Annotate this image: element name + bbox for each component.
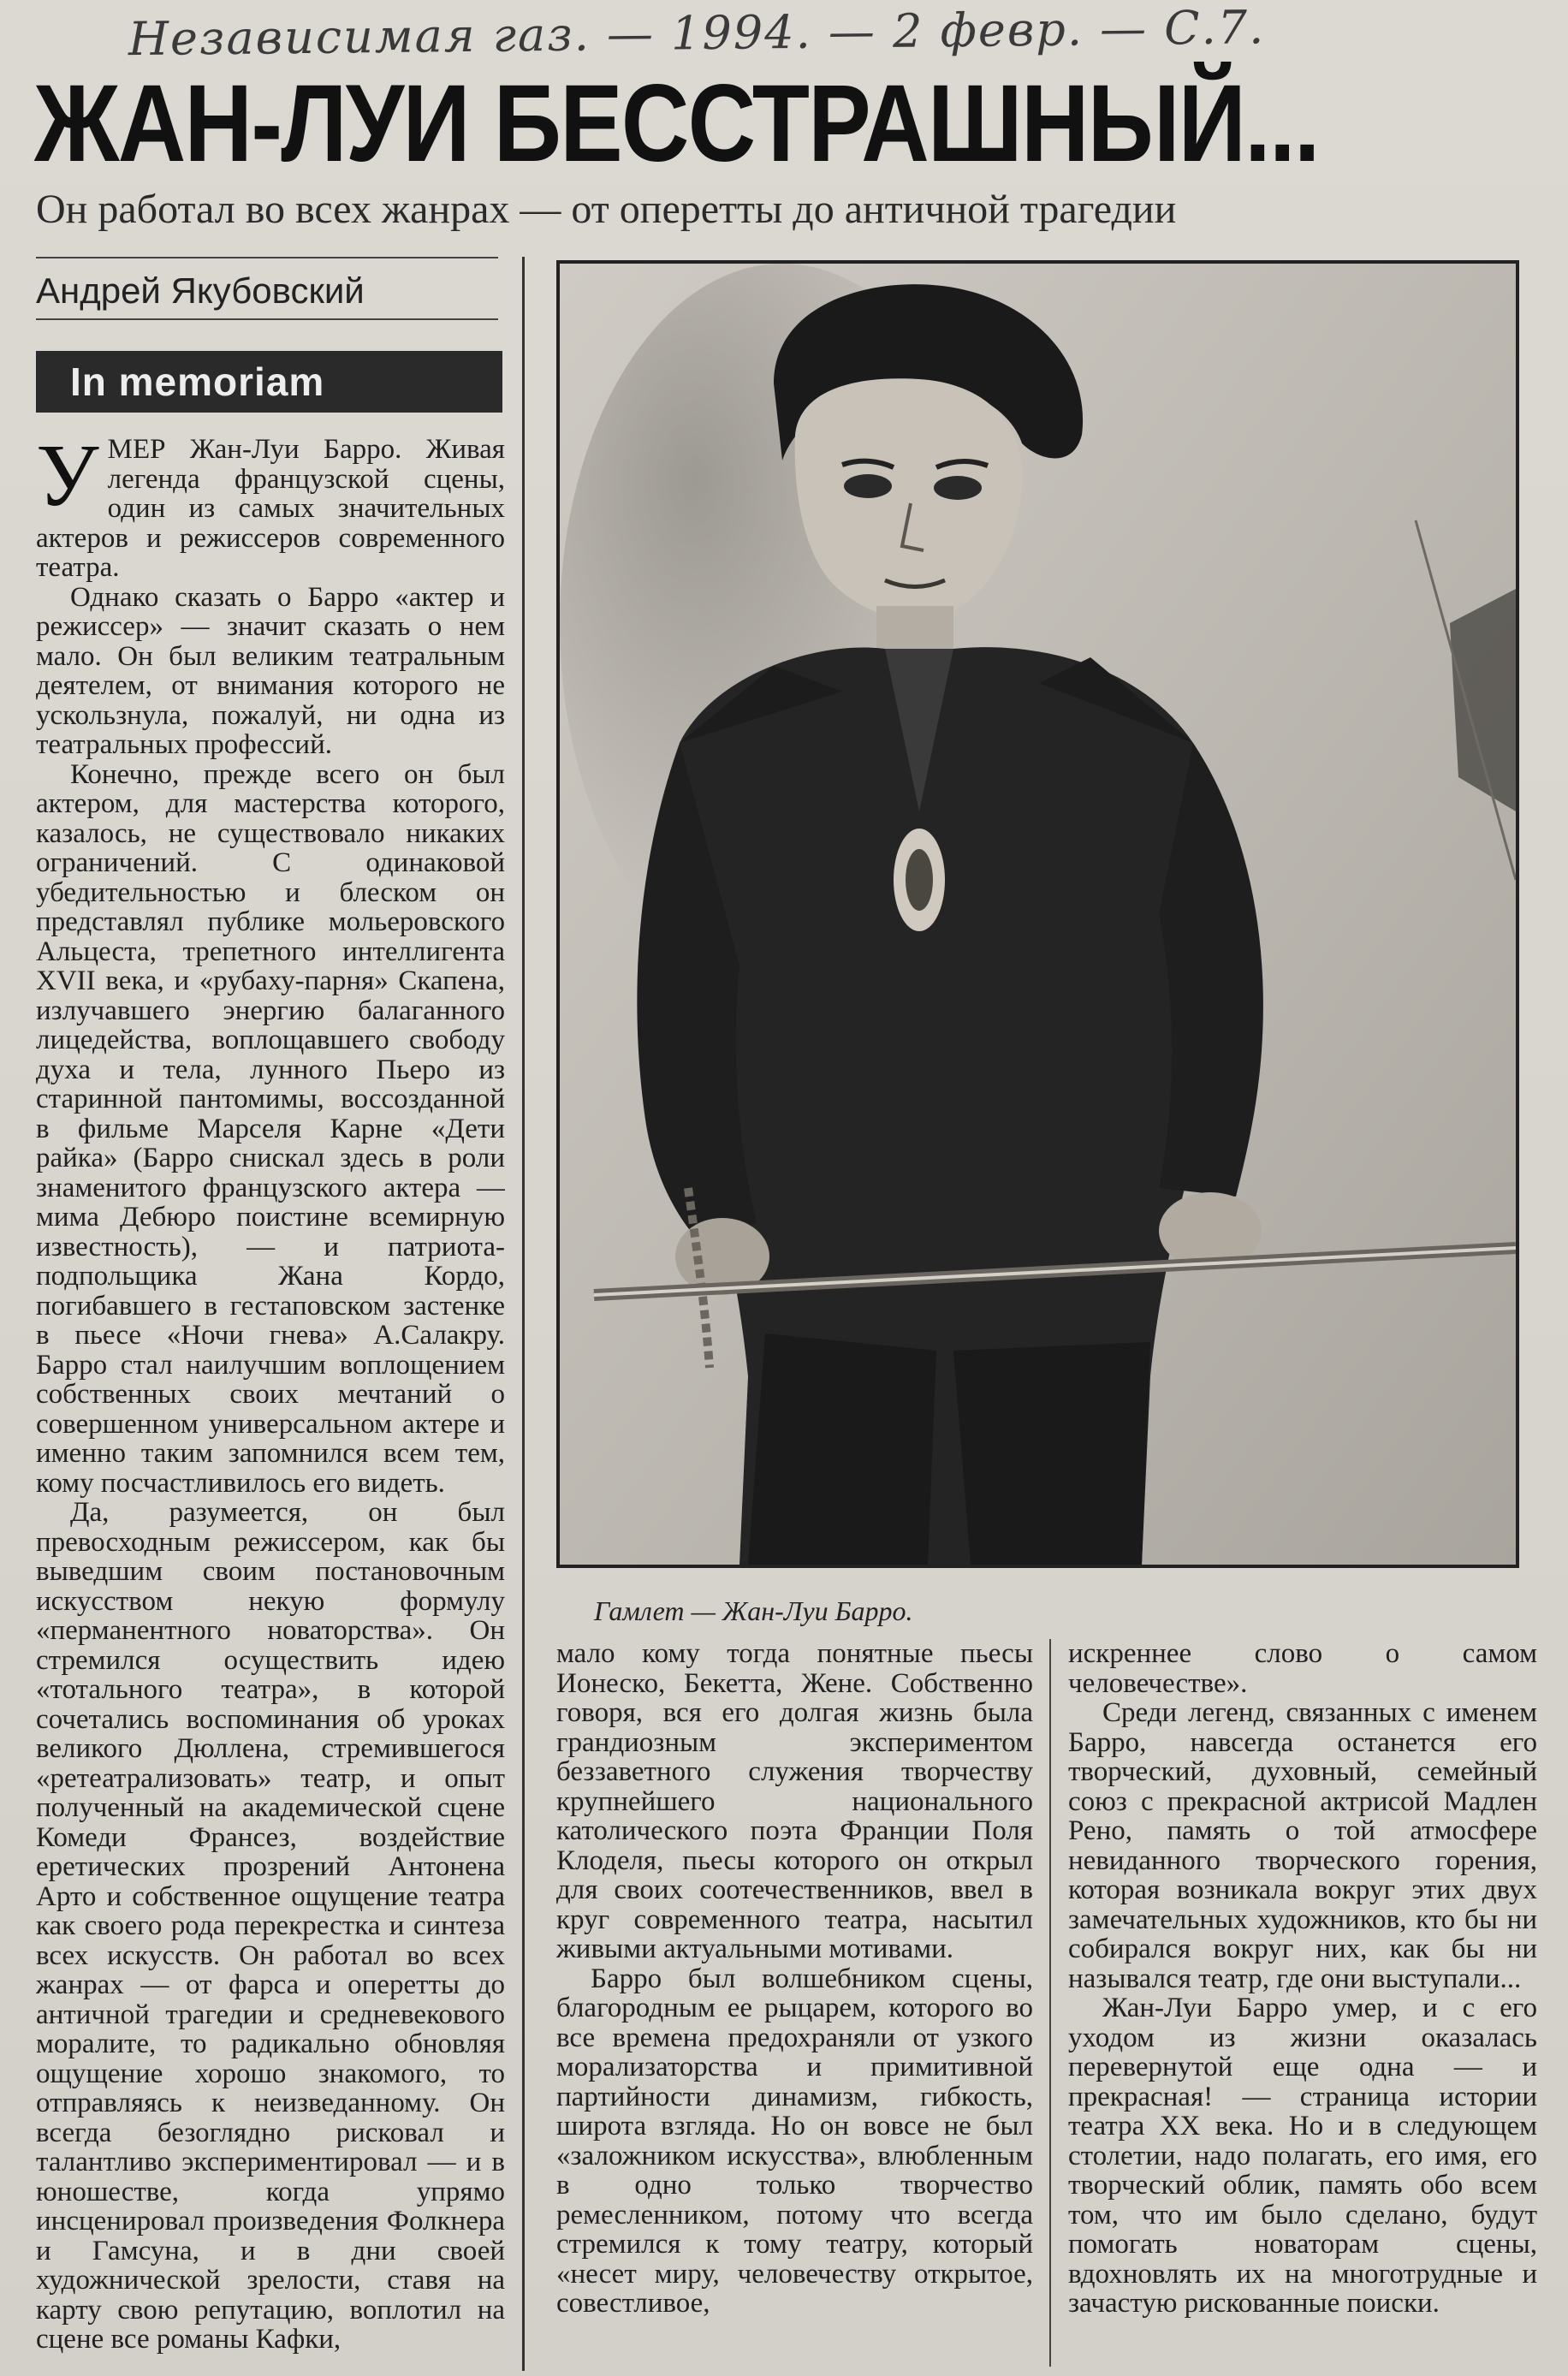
article-column-3 xyxy=(1068,1639,1537,2371)
paragraph: Барро был волшебником сцены, благородным ее рыцарем, которого во все времена предохраняли от узкого морализаторства и примитивной партийности динамизм, гибкость, широта взгляда. Но он вовсе не был «заложником искусства», влюбленным в одно только творчество ремесленником, потому что всегда стремился к тому театру, который «несет миру, человечеству открытое, совестливое, xyxy=(556,1963,1033,2319)
paragraph: искреннее слово о самом человечестве». xyxy=(1068,1639,1537,1699)
byline-author: Андрей Якубовский xyxy=(36,270,365,311)
paragraph: Да, разумеется, он был превосходным режиссером, как бы выведшим своим постановочным искусством некую формулу «перманентного новаторства». Он стремился осуществить идею «тотального театра», в которой сочетались воспоминания об уроках великого Дюллена, стремившегося «ретеатрализовать» театр, и опыт полученный на академической сцене Комеди Франсез, воздействие еретических прозрений Антонена Арто и собственное ощущение театра как своего рода перекрестка и синтеза всех искусств. Он работал во всех жанрах — от фарса и оперетты до античной трагедии и средневекового моралите, то радикально обновляя ощущение хорошо знакомого, то отправляясь к неизведанному. Он всегда безоглядно рисковал и талантливо экспериментировал — и в юношестве, когда упрямо инсценировал произведения Фолкнера и Гамсуна, и в дни своей художнической зрелости, ставя на карту свою репутацию, воплотил на сцене все романы Кафки, xyxy=(36,1497,505,2355)
dropcap-letter: У xyxy=(36,435,99,525)
paragraph: Среди легенд, связанных с именем Барро, навсегда останется его творческий, духовный, семейный союз с прекрасной актрисой Мадлен Рено, память о той атмосфере невиданного творческого горения, которая возникала вокруг этих двух замечательных художников, кто бы ни собирался вокруг них, как бы ни назывался театр, где они выступали... xyxy=(1068,1697,1537,1994)
rubric-banner: In memoriam xyxy=(36,351,502,413)
paragraph: Конечно, прежде всего он был актером, для мастерства которого, казалось, не существовало никаких ограничений. С одинаковой убедительностью и блеском он представлял публике мольеровского Альцеста, трепетного интеллигента XVII века, и «рубаху-парня» Скапена, излучавшего энергию балаганного лицедейства, воплощавшего свободу духа и тела, лунного Пьеро из старинной пантомимы, воссозданной в фильме Марселя Карне «Дети райка» (Барро снискал здесь в роли знаменитого французского актера — мима Дебюро поистине всемирную известность), — и патриота-подпольщика Жана Кордо, погибавшего в гестаповском застенке в пьесе «Ночи гнева» А.Салакру. Барро стал наилучшим воплощением собственных своих мечтаний о совершенном универсальном актере и именно таким запомнился всем тем, кому посчастливилось его видеть. xyxy=(36,758,505,1499)
photo-illustration xyxy=(560,264,1516,1565)
paragraph: МЕР Жан-Луи Барро. Живая легенда французской сцены, один из самых значительных актеров и режиссеров современного театра. xyxy=(36,435,505,583)
article-column-1 xyxy=(36,435,505,2371)
divider xyxy=(36,257,498,258)
paragraph: мало кому тогда понятные пьесы Ионеско, Бекетта, Жене. Собственно говоря, вся его долгая жизнь была грандиозным экспериментом беззаветного служения творчеству крупнейшего национального католического поэта Франции Поля Клоделя, пьесы которого он открыл для своих соотечественников, ввел в круг современного театра, насытил живыми актуальными мотивами. xyxy=(556,1639,1033,1964)
photo-caption: Гамлет — Жан-Луи Барро. xyxy=(594,1595,913,1626)
headline: ЖАН-ЛУИ БЕССТРАШНЫЙ... xyxy=(34,62,1319,185)
handwritten-source-note: Независимая газ. — 1994. — 2 февр. — С.7. xyxy=(128,0,1266,67)
article-column-2 xyxy=(556,1639,1033,2371)
divider xyxy=(36,318,498,320)
column-divider xyxy=(1049,1639,1051,2367)
subheadline: Он работал во всех жанрах — от оперетты до античной трагедии xyxy=(36,187,1177,232)
photo-hamlet-barrault xyxy=(556,260,1519,1568)
paragraph: Однако сказать о Барро «актер и режиссер» — значит сказать о нем мало. Он был великим театральным деятелем, от внимания которого не ускользнула, пожалуй, ни одна из театральных профессий. xyxy=(36,581,505,760)
column-divider xyxy=(522,257,525,2371)
paragraph: Жан-Луи Барро умер, и с его уходом из жизни оказалась перевернутой еще одна — и прекрасная! — страница истории театра XX века. Но и в следующем столетии, надо полагать, его имя, его творческий облик, память обо всем том, что им было сделано, будут помогать новаторам сцены, вдохновлять их на многотрудные и зачастую рискованные поиски. xyxy=(1068,1993,1537,2319)
